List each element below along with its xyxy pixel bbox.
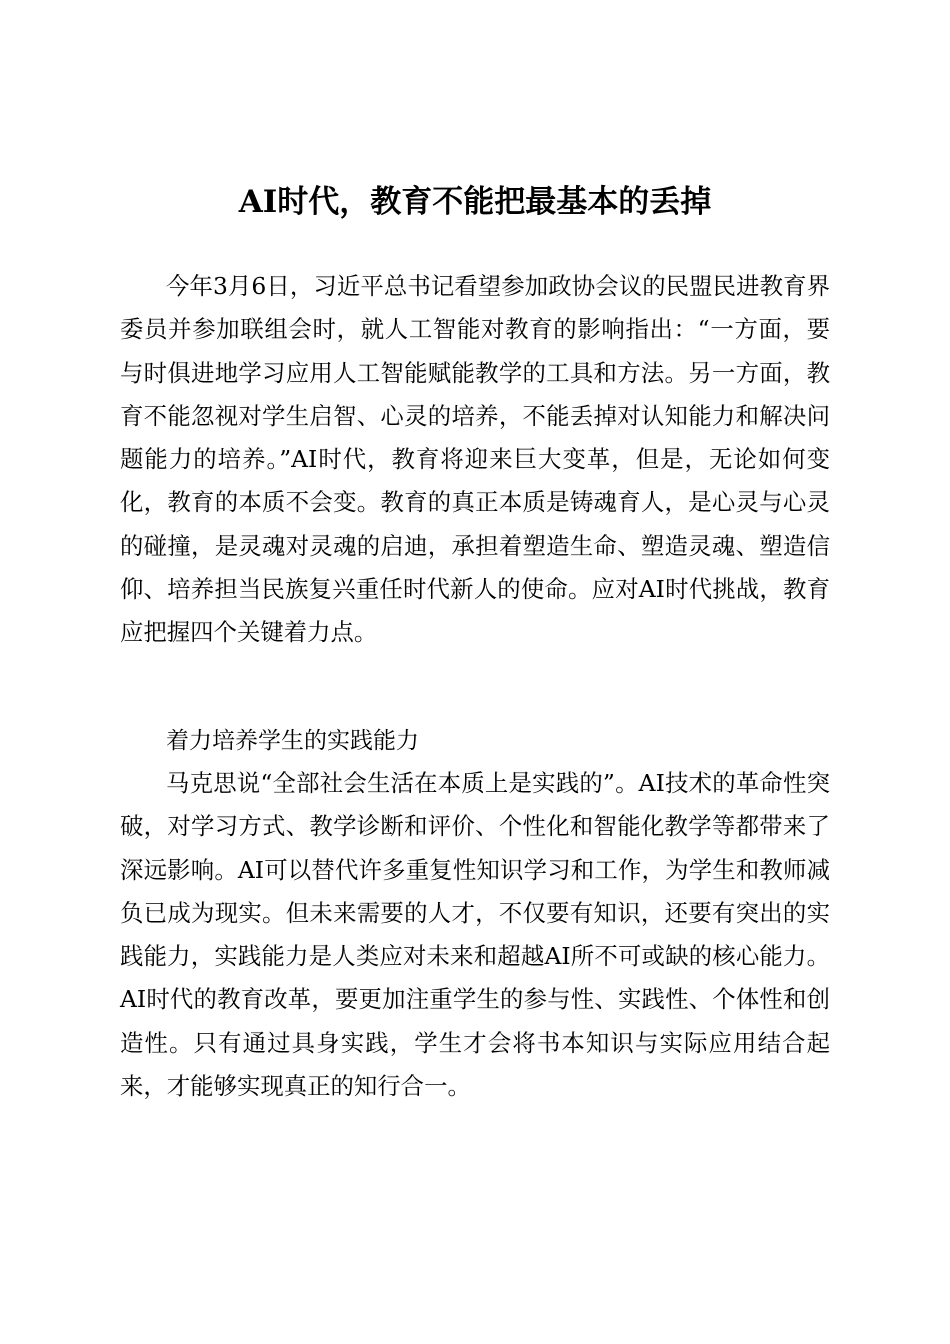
section-heading: 着力培养学生的实践能力 [166,728,419,754]
section-paragraph: 马克思说“全部社会生活在本质上是实践的”。AI技术的革命性突破，对学习方式、教学诊断和评价、个性化和智能化教学等都带来了深远影响。AI可以替代许多重复性知识学习和工作，为学生和教师减负已成为现实。但未来需要的人才，不仅要有知识，还要有突出的实践能力，实践能力是人类应对未来和超越AI所不可或缺的核心能力。AI时代的教育改革，要更加注重学生的参与性、实践性、个体性和创造性。只有通过具身实践，学生才会将书本知识与实际应用结合起来，才能够实现真正的知行合一。 [120,769,830,1101]
document-title: AI时代，教育不能把最基本的丢掉 [238,184,712,220]
intro-paragraph: 今年3月6日，习近平总书记看望参加政协会议的民盟民进教育界委员并参加联组会时，就人工智能对教育的影响指出：“一方面，要与时俱进地学习应用人工智能赋能教学的工具和方法。另一方面，教育不能忽视对学生启智、心灵的培养，不能丢掉对认知能力和解决问题能力的培养。”AI时代，教育将迎来巨大变革，但是，无论如何变化，教育的本质不会变。教育的真正本质是铸魂育人，是心灵与心灵的碰撞，是灵魂对灵魂的启迪，承担着塑造生命、塑造灵魂、塑造信仰、培养担当民族复兴重任时代新人的使命。应对AI时代挑战，教育应把握四个关键着力点。 [120,272,830,647]
